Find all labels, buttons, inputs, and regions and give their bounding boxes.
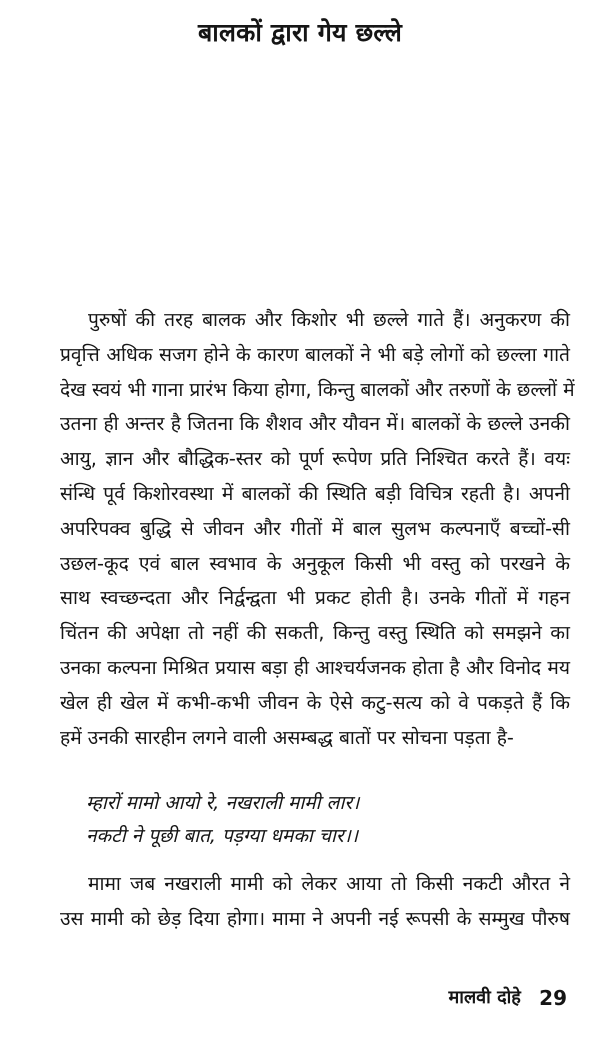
paragraph-2-line-2: उस मामी को छेड़ दिया होगा। मामा ने अपनी नई रूपसी के सम्मुख पौरुष [60,906,570,930]
paragraph-1-line-4: उतना ही अन्तर है जितना कि शैशव और यौवन में। बालकों के छल्ले उनकी [60,412,570,436]
paragraph-1-line-1: पुरुषों की तरह बालक और किशोर भी छल्ले गाते हैं। अनुकरण की [88,308,570,331]
paragraph-1-line-10: चिंतन की अपेक्षा तो नहीं की सकती, किन्तु वस्तु स्थिति को समझने का [60,621,570,645]
section-title: बालकों द्वारा गेय छल्ले [198,18,402,47]
footer-book-title: मालवी दोहे [448,987,521,1008]
paragraph-1-line-13: हमें उनकी सारहीन लगने वाली असम्बद्ध बातों पर सोचना पड़ता है- [60,725,514,749]
paragraph-2 [60,867,570,937]
paragraph-1-line-2: प्रवृत्ति अधिक सजग होने के कारण बालकों ने भी बड़े लोगों को छल्ला गाते [60,342,570,366]
paragraph-1-line-11: उनका कल्पना मिश्रित प्रयास बड़ा ही आश्चर्यजनक होता है और विनोद मय [60,655,570,679]
verse-block [86,787,359,853]
paragraph-2-line-1: मामा जब नखराली मामी को लेकर आया तो किसी नकटी औरत ने [88,872,570,895]
paragraph-1-line-12: खेल ही खेल में कभी-कभी जीवन के ऐसे कटु-सत्य को वे पकड़ते हैं कि [60,690,570,714]
paragraph-1-line-5: आयु, ज्ञान और बौद्धिक-स्तर को पूर्ण रूपेण प्रति निश्चित करते हैं। वयः [60,447,570,471]
paragraph-1-line-3: देख स्वयं भी गाना प्रारंभ किया होगा, किन्तु बालकों और तरुणों के छल्लों में [60,377,575,401]
verse-line-1: म्हारों मामो आयो रे, नखराली मामी लार। [86,792,360,814]
paragraph-1-line-7: अपरिपक्व बुद्धि से जीवन और गीतों में बाल सुलभ कल्पनाएँ बच्चों-सी [60,516,570,540]
paragraph-1-line-6: संन्धि पूर्व किशोरवस्था में बालकों की स्थिति बड़ी विचित्र रहती है। अपनी [60,481,570,505]
paragraph-1-line-8: उछल-कूद एवं बाल स्वभाव के अनुकूल किसी भी वस्तु को परखने के [60,551,570,575]
page-number: 29 [539,986,567,1010]
verse-line-2: नकटी ने पूछी बात, पड़ग्या धमका चार।। [86,825,359,847]
paragraph-1-line-9: साथ स्वच्छन्दता और निर्द्वन्द्वता भी प्रकट होती है। उनके गीतों में गहन [60,586,570,610]
paragraph-1 [60,303,575,755]
page-footer [449,983,567,1013]
